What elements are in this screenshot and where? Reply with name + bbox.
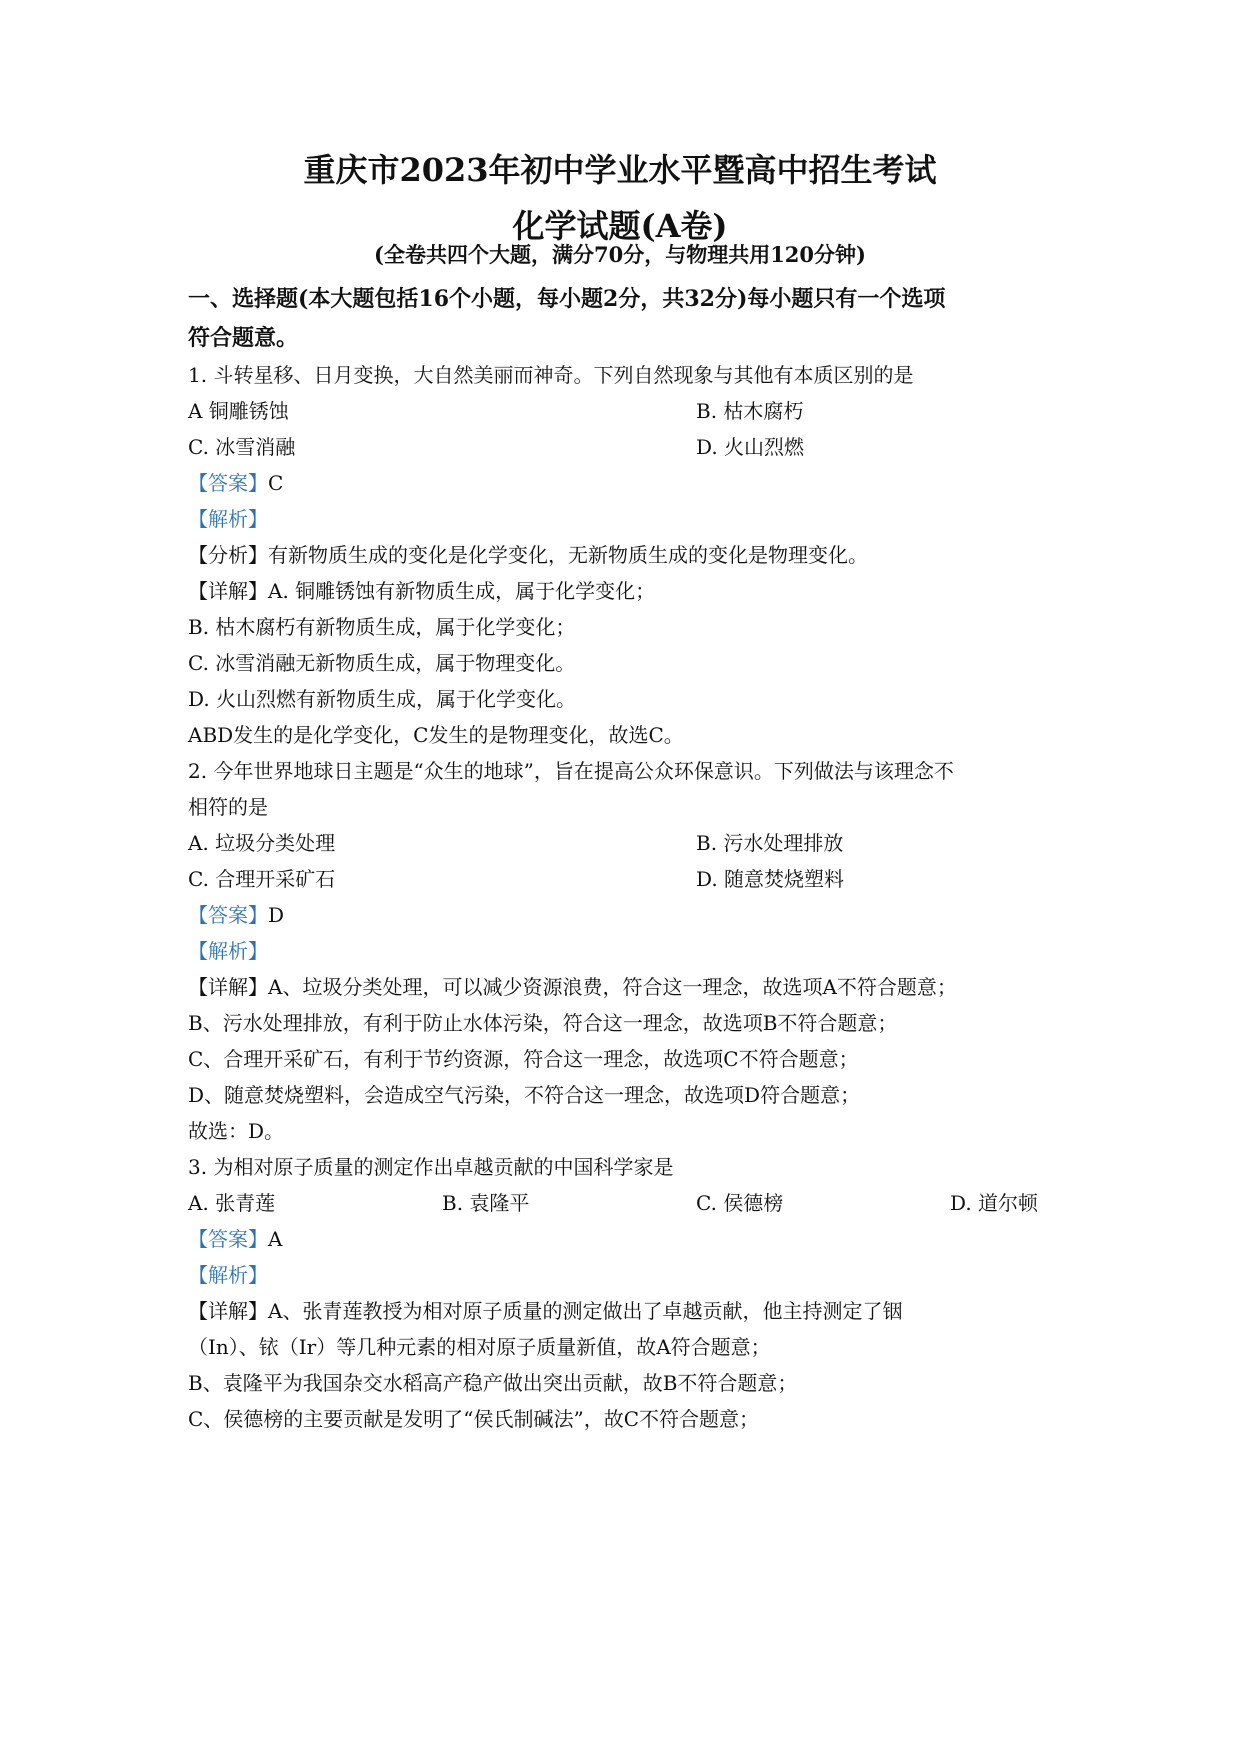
q2-option-a: A. 垃圾分类处理 xyxy=(188,831,336,855)
q1-analysis-line: C. 冰雪消融无新物质生成，属于物理变化。 xyxy=(188,651,576,675)
q1-analysis-line: B. 枯木腐朽有新物质生成，属于化学变化； xyxy=(188,615,576,639)
q3-option-d: D. 道尔顿 xyxy=(950,1191,1039,1215)
section-heading-cont: 符合题意。 xyxy=(188,325,299,351)
q2-analysis-line: D、随意焚烧塑料，会造成空气污染，不符合这一理念，故选项D符合题意； xyxy=(188,1083,861,1107)
q1-answer xyxy=(188,468,1068,498)
q3-analysis-line: C、侯德榜的主要贡献是发明了“侯氏制碱法”，故C不符合题意； xyxy=(188,1407,760,1431)
q2-analysis-line: 【详解】A、垃圾分类处理，可以减少资源浪费，符合这一理念，故选项A不符合题意； xyxy=(188,975,957,999)
q1-stem: 1. 斗转星移、日月变换，大自然美丽而神奇。下列自然现象与其他有本质区别的是 xyxy=(188,363,914,387)
q2-analysis-line: B、污水处理排放，有利于防止水体污染，符合这一理念，故选项B不符合题意； xyxy=(188,1011,898,1035)
q1-analysis-line: D. 火山烈燃有新物质生成，属于化学变化。 xyxy=(188,687,577,711)
exam-subject-title: 化学试题(A卷) xyxy=(512,207,728,245)
q3-option-b: B. 袁隆平 xyxy=(442,1191,530,1215)
q1-analysis-line: ABD发生的是化学变化，C发生的是物理变化，故选C。 xyxy=(188,723,684,747)
q1-option-d: D. 火山烈燃 xyxy=(696,435,805,459)
q3-answer xyxy=(188,1224,1068,1254)
answer-label: 【答案】 xyxy=(188,903,268,927)
q1-analysis-line: 【分析】有新物质生成的变化是化学变化，无新物质生成的变化是物理变化。 xyxy=(188,543,868,567)
q3-option-a: A. 张青莲 xyxy=(188,1191,276,1215)
q2-option-d: D. 随意焚烧塑料 xyxy=(696,867,845,891)
q2-analysis-line: C、合理开采矿石，有利于节约资源，符合这一理念，故选项C不符合题意； xyxy=(188,1047,859,1071)
q1-option-b: B. 枯木腐朽 xyxy=(696,399,804,423)
answer-label: 【答案】 xyxy=(188,471,268,495)
q3-analysis-line: B、袁隆平为我国杂交水稻高产稳产做出突出贡献，故B不符合题意； xyxy=(188,1371,798,1395)
q1-option-a: A 铜雕锈蚀 xyxy=(188,399,289,423)
q2-option-b: B. 污水处理排放 xyxy=(696,831,844,855)
q2-analysis-label: 【解析】 xyxy=(188,939,268,963)
q1-analysis-line: 【详解】A. 铜雕锈蚀有新物质生成，属于化学变化； xyxy=(188,579,656,603)
q2-option-c: C. 合理开采矿石 xyxy=(188,867,336,891)
q3-analysis-line: （In）、铱（Ir）等几种元素的相对原子质量新值，故A符合题意； xyxy=(188,1335,771,1359)
q3-option-c: C. 侯德榜 xyxy=(696,1191,784,1215)
answer-label: 【答案】 xyxy=(188,1227,268,1251)
q1-analysis-label: 【解析】 xyxy=(188,507,268,531)
q2-stem: 2. 今年世界地球日主题是“众生的地球”，旨在提高公众环保意识。下列做法与该理念不 xyxy=(188,759,954,783)
q3-answer-value: A xyxy=(268,1227,283,1251)
q2-answer xyxy=(188,900,1068,930)
exam-title: 重庆市2023年初中学业水平暨高中招生考试 xyxy=(303,151,937,189)
section-heading: 一、选择题(本大题包括16个小题，每小题2分，共32分)每小题只有一个选项 xyxy=(188,286,946,312)
q3-analysis-label: 【解析】 xyxy=(188,1263,268,1287)
q2-analysis-line: 故选：D。 xyxy=(188,1119,285,1143)
q1-option-c: C. 冰雪消融 xyxy=(188,435,296,459)
q2-stem-cont: 相符的是 xyxy=(188,795,268,819)
q1-answer-value: C xyxy=(268,471,284,495)
exam-instructions: (全卷共四个大题，满分70分，与物理共用120分钟) xyxy=(374,242,866,267)
q3-analysis-line: 【详解】A、张青莲教授为相对原子质量的测定做出了卓越贡献，他主持测定了铟 xyxy=(188,1299,903,1323)
q3-stem: 3. 为相对原子质量的测定作出卓越贡献的中国科学家是 xyxy=(188,1155,674,1179)
q2-answer-value: D xyxy=(268,903,285,927)
